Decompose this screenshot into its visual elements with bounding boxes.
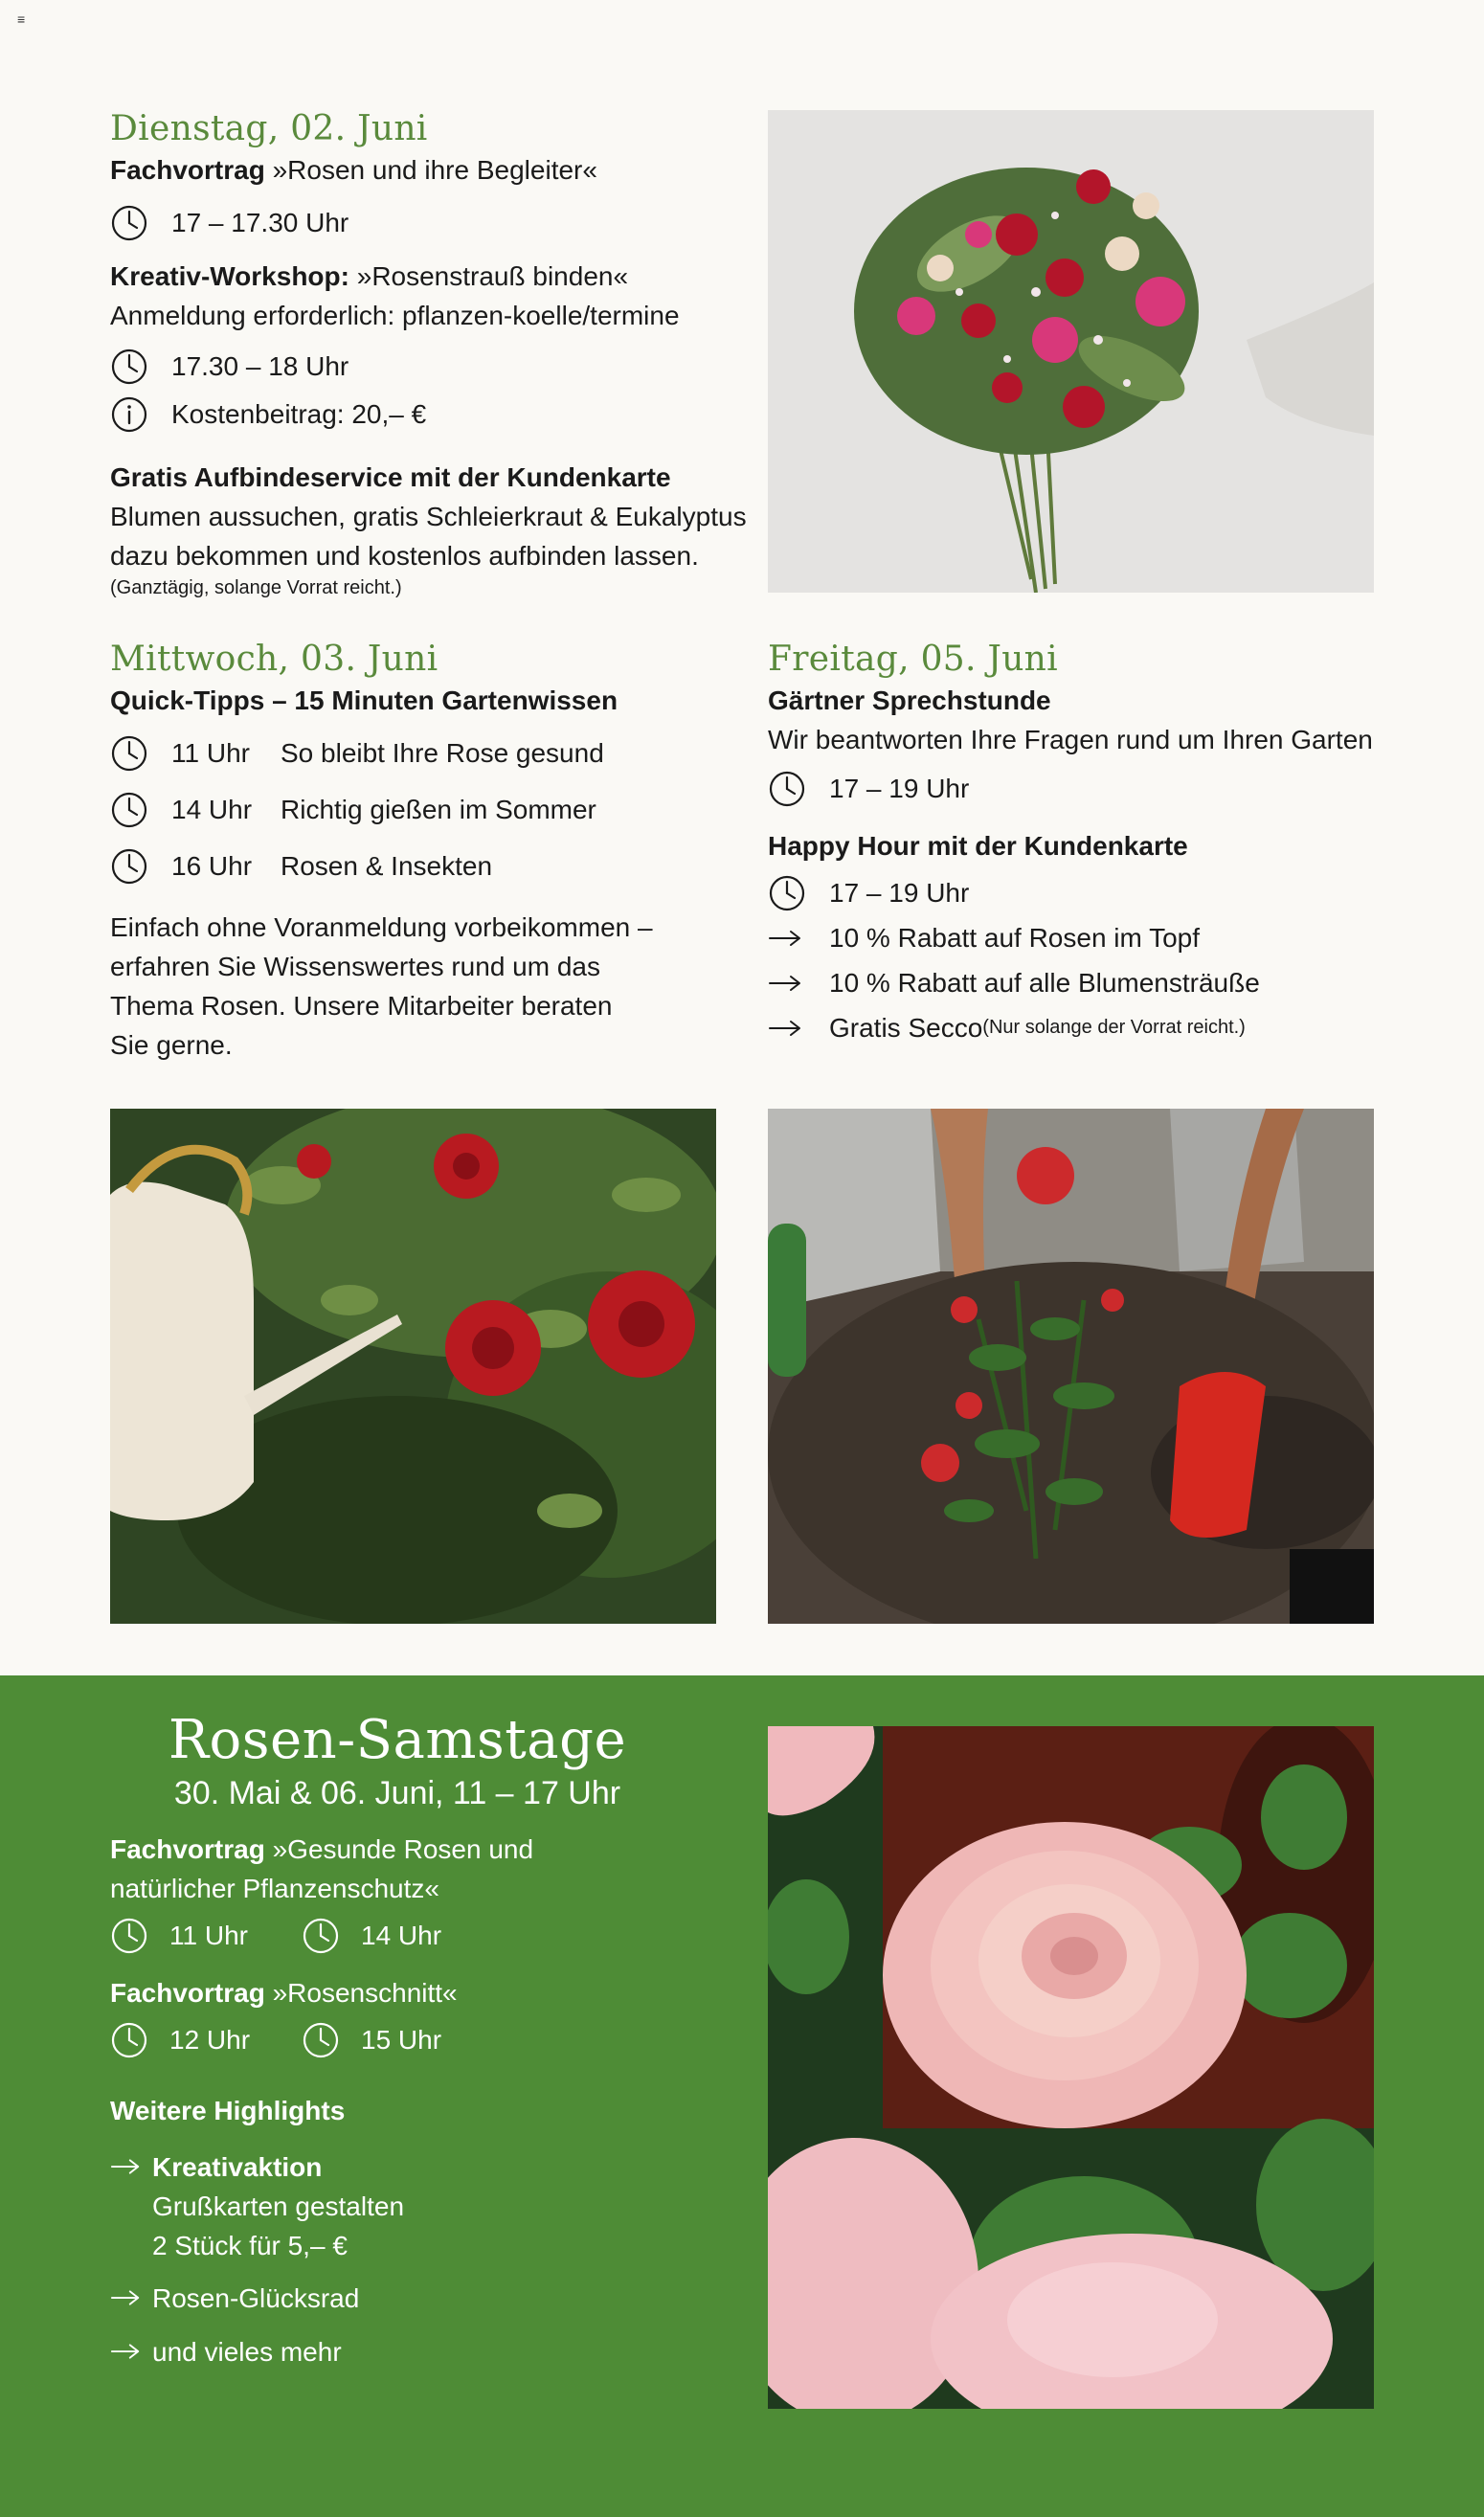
wednesday-paragraph (110, 908, 761, 1065)
offer-item (768, 1005, 1438, 1050)
arrow-right-icon (110, 2332, 143, 2371)
highlight2-text: Rosen-Glücksrad (152, 2283, 360, 2313)
bouquet-photo (768, 110, 1374, 593)
wednesday-heading: Mittwoch, 03. Juni (110, 640, 438, 679)
talk2-title: »Rosenschnitt« (264, 1978, 458, 2008)
clock-icon (302, 1917, 340, 1955)
session-topic: Rosen & Insekten (281, 851, 493, 881)
session-time: 11 Uhr (171, 738, 250, 768)
workshop-cost-row (110, 393, 761, 437)
talk-title: »Rosen und ihre Begleiter« (264, 155, 597, 185)
offer-item (768, 915, 1438, 960)
session-row (110, 731, 761, 775)
friday-time: 17 – 19 Uhr (829, 774, 970, 803)
talk1-times-row (110, 1914, 685, 1958)
highlight3-text: und vieles mehr (152, 2337, 342, 2367)
highlights-title: Weitere Highlights (110, 2096, 346, 2125)
clock-icon (768, 874, 806, 912)
highlight1-line2: 2 Stück für 5,– € (152, 2231, 348, 2260)
happy-hour-title: Happy Hour mit der Kundenkarte (768, 831, 1188, 861)
session-topic: Richtig gießen im Sommer (281, 795, 596, 824)
menu-icon[interactable]: ≡ (17, 11, 26, 27)
clock-icon (302, 2021, 340, 2059)
session-time: 16 Uhr (171, 851, 253, 881)
workshop-note: Anmeldung erforderlich: pflanzen-koelle/termine (110, 301, 680, 330)
clock-icon (110, 791, 148, 829)
highlight-item (110, 2332, 685, 2371)
friday-time-row (768, 767, 1438, 811)
talk1-title-a: »Gesunde Rosen und (264, 1834, 534, 1864)
talk1 (110, 1830, 685, 1869)
highlight-item (110, 2147, 685, 2265)
service-note: (Ganztägig, solange Vorrat reicht.) (110, 577, 402, 598)
sessions-list (110, 731, 761, 888)
session-row (110, 788, 761, 832)
tuesday-talk (110, 150, 761, 190)
friday-section (768, 640, 1438, 1050)
clock-icon (110, 348, 148, 386)
workshop-title: »Rosenstrauß binden« (349, 261, 629, 291)
tuesday-workshop (110, 257, 761, 296)
offer-text: 10 % Rabatt auf Rosen im Topf (829, 922, 1201, 953)
pink-rose-photo (768, 1726, 1374, 2409)
talk1-time: 11 Uhr (169, 1921, 248, 1950)
para-line: Einfach ohne Voranmeldung vorbeikommen – (110, 912, 653, 942)
arrow-right-icon (768, 974, 802, 993)
watering-roses-photo (110, 1109, 716, 1624)
friday-heading: Freitag, 05. Juni (768, 640, 1058, 679)
offer-item (768, 960, 1438, 1005)
wednesday-section (110, 640, 761, 1065)
workshop-cost: Kostenbeitrag: 20,– € (171, 399, 427, 429)
service-title: Gratis Aufbindeservice mit der Kundenkarte (110, 462, 671, 492)
arrow-right-icon (768, 1019, 802, 1038)
talk-time: 17 – 17.30 Uhr (171, 208, 349, 237)
talk2-times-row (110, 2018, 685, 2062)
rosen-samstage-title: Rosen-Samstage (168, 1709, 627, 1771)
rosen-samstage-content (110, 1709, 685, 2371)
session-row (110, 844, 761, 888)
clock-icon (110, 1917, 148, 1955)
wednesday-title: Quick-Tipps – 15 Minuten Gartenwissen (110, 685, 618, 715)
talk2-time: 15 Uhr (361, 2025, 442, 2055)
arrow-right-icon (110, 2279, 143, 2318)
talk1-label: Fachvortrag (110, 1834, 265, 1864)
para-line: erfahren Sie Wissenswertes rund um das (110, 952, 600, 981)
happy-hour-time-row (768, 871, 1438, 915)
tuesday-section (110, 109, 761, 599)
offer-text: 10 % Rabatt auf alle Blumensträuße (829, 967, 1260, 998)
clock-icon (110, 734, 148, 773)
session-time: 14 Uhr (171, 795, 253, 824)
service-line-1: Blumen aussuchen, gratis Schleierkraut & Eukalyptus (110, 502, 747, 531)
workshop-label: Kreativ-Workshop: (110, 261, 349, 291)
clock-icon (110, 847, 148, 886)
para-line: Thema Rosen. Unsere Mitarbeiter beraten (110, 991, 613, 1021)
clock-icon (768, 770, 806, 808)
friday-desc: Wir beantworten Ihre Fragen rund um Ihren Garten (768, 725, 1373, 754)
talk2 (110, 1973, 685, 2012)
talk1-title-b: natürlicher Pflanzenschutz« (110, 1874, 439, 1903)
happy-hour-time: 17 – 19 Uhr (829, 878, 970, 908)
clock-icon (110, 204, 148, 242)
talk-label: Fachvortrag (110, 155, 265, 185)
planting-rose-photo (768, 1109, 1374, 1624)
talk1-time: 14 Uhr (361, 1921, 442, 1950)
tuesday-talk-time-row (110, 201, 761, 245)
highlight1-title: Kreativaktion (152, 2152, 323, 2182)
workshop-time: 17.30 – 18 Uhr (171, 351, 349, 381)
info-icon (110, 395, 148, 434)
highlight-text-block (152, 2147, 404, 2265)
friday-title: Gärtner Sprechstunde (768, 685, 1051, 715)
rosen-samstage-subtitle: 30. Mai & 06. Juni, 11 – 17 Uhr (173, 1775, 621, 1811)
session-topic: So bleibt Ihre Rose gesund (281, 738, 604, 768)
secco-note: (Nur solange der Vorrat reicht.) (982, 1017, 1246, 1038)
para-line: Sie gerne. (110, 1030, 233, 1060)
tuesday-heading: Dienstag, 02. Juni (110, 109, 428, 148)
highlight-item (110, 2279, 685, 2318)
arrow-right-icon (768, 929, 802, 948)
workshop-time-row (110, 345, 761, 389)
talk2-time: 12 Uhr (169, 2025, 251, 2055)
arrow-right-icon (110, 2147, 143, 2187)
talk2-label: Fachvortrag (110, 1978, 265, 2008)
clock-icon (110, 2021, 148, 2059)
highlight1-line1: Grußkarten gestalten (152, 2191, 405, 2221)
secco-text: Gratis Secco (829, 1012, 983, 1043)
service-line-2: dazu bekommen und kostenlos aufbinden lassen. (110, 541, 699, 571)
